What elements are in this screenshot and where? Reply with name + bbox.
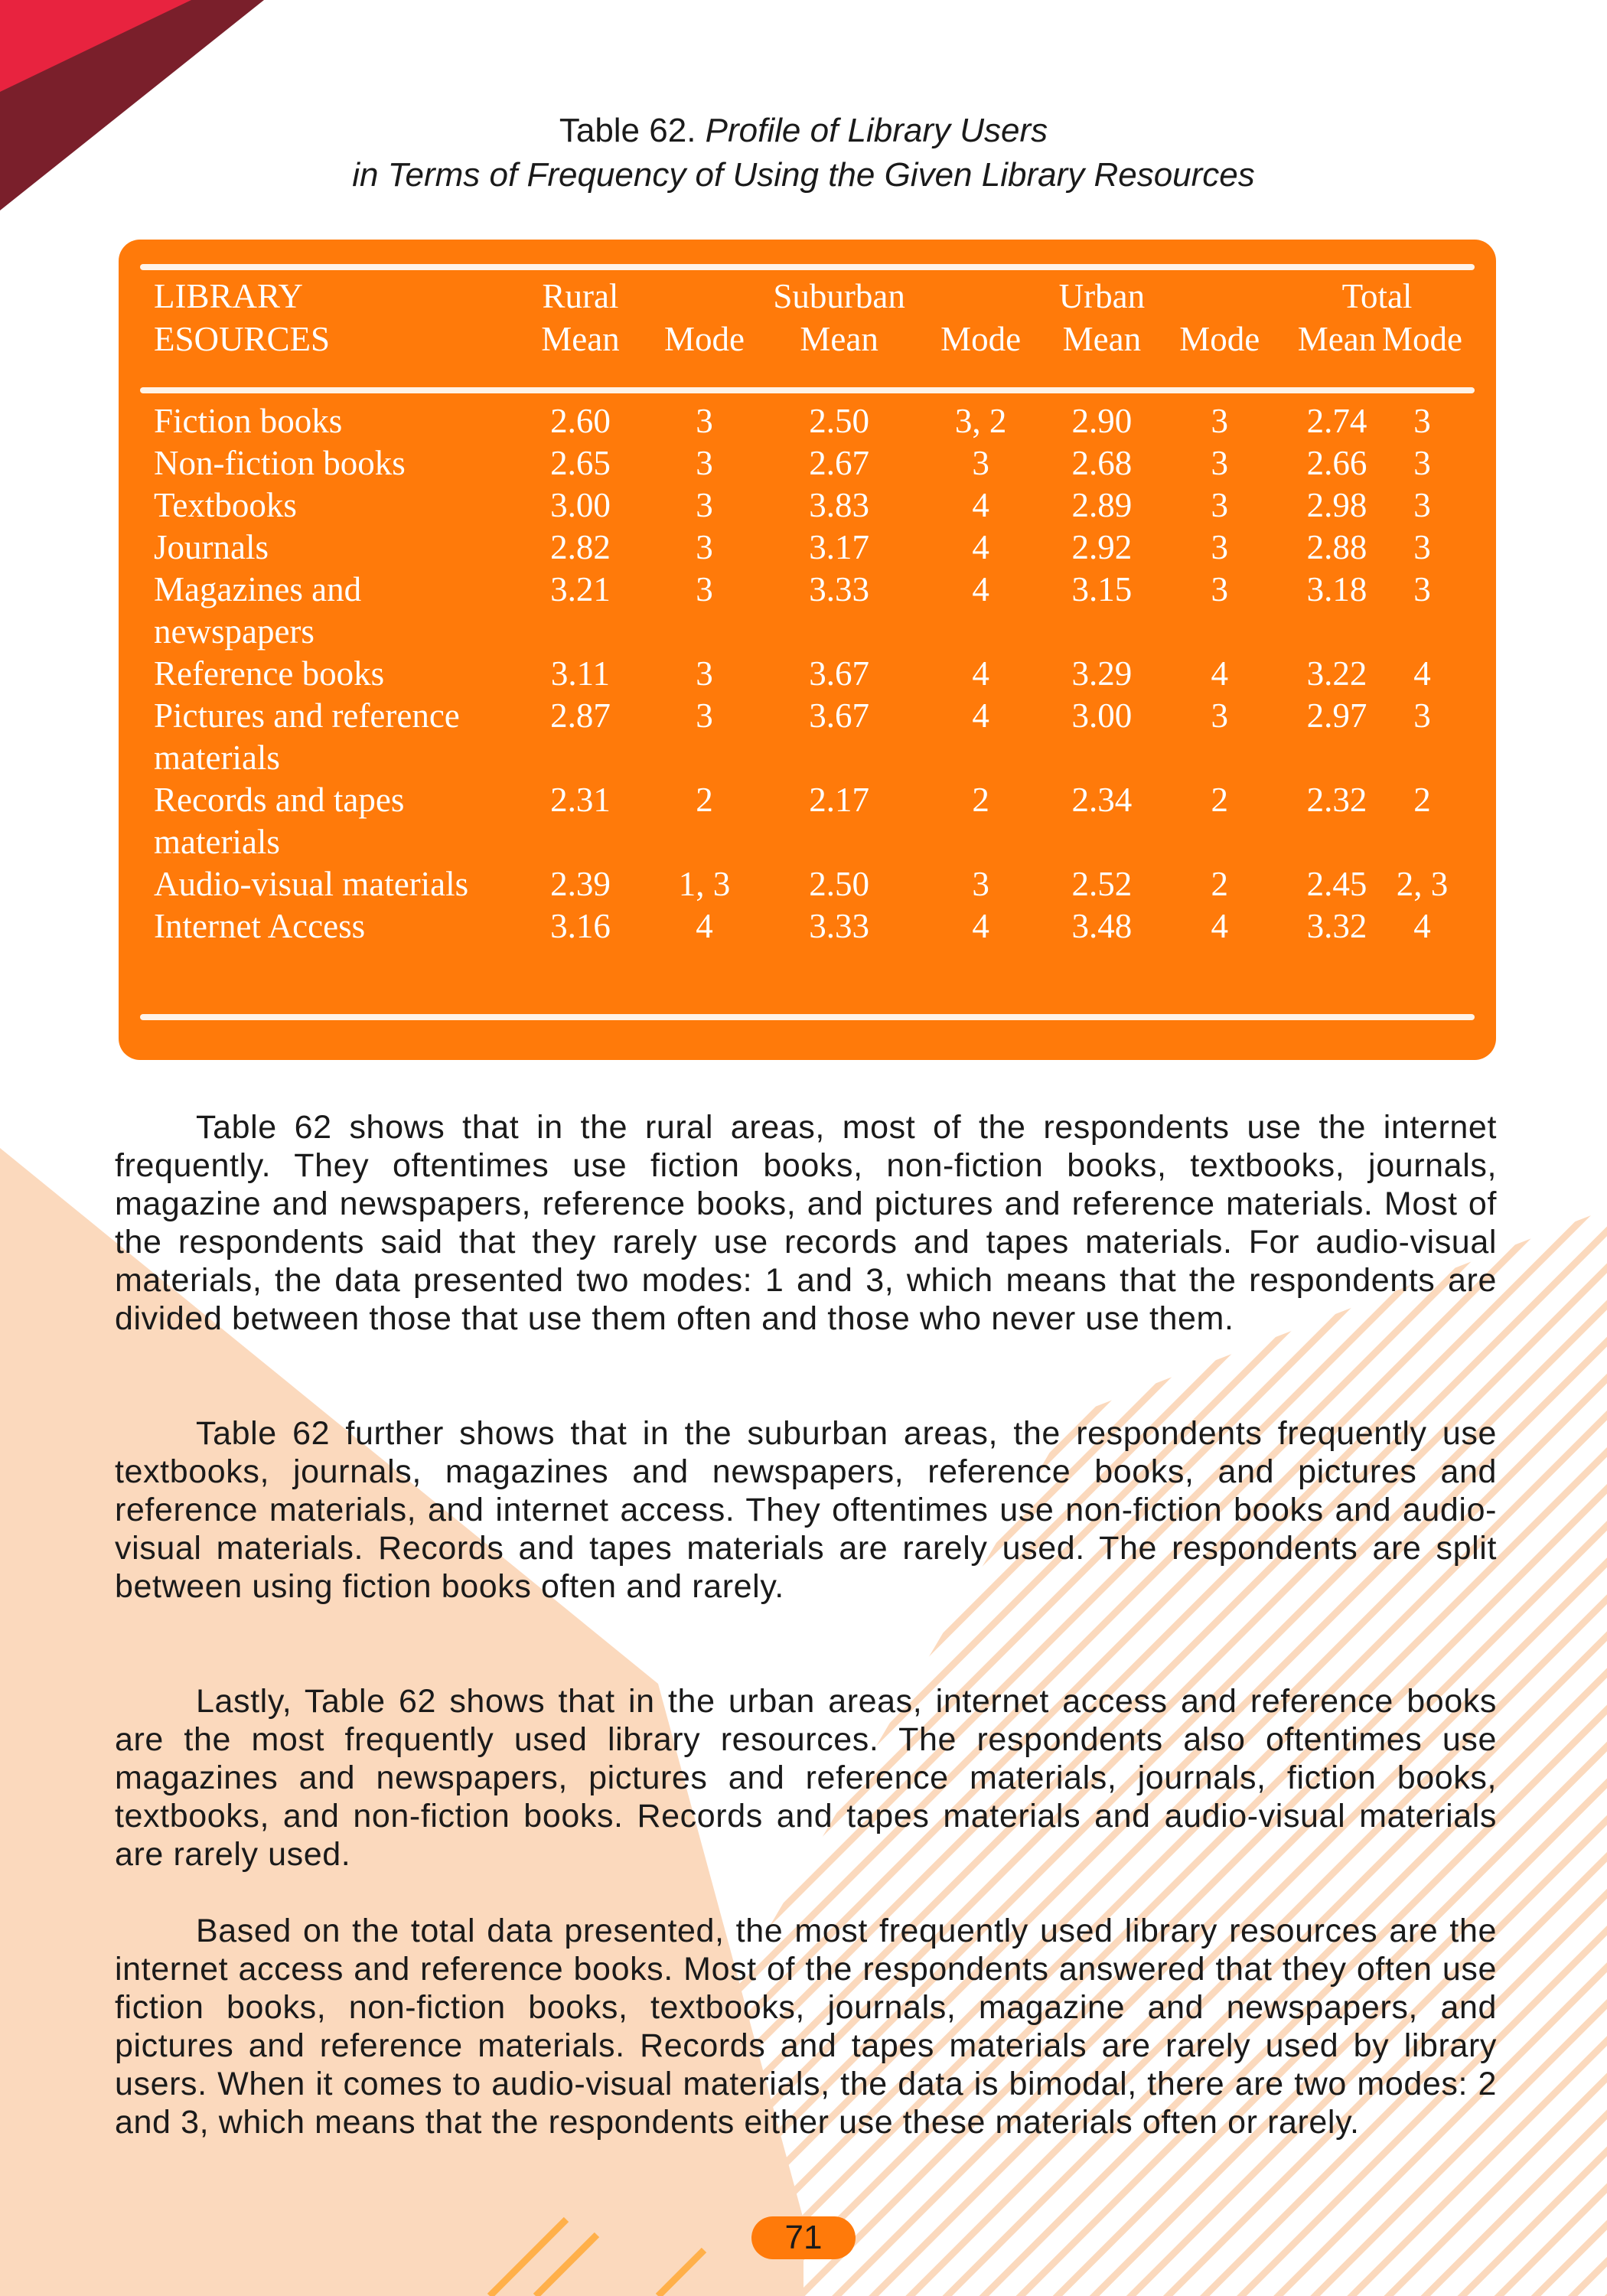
- table-row: [154, 484, 1462, 527]
- cell-rural-mean: 2.65: [550, 444, 611, 482]
- cell-suburban-mean: 2.50: [809, 865, 870, 903]
- cell-urban-mode: 3: [1211, 486, 1228, 524]
- cell-total-mean: 2.74: [1306, 402, 1367, 440]
- cell-resource: Audio-visual materials: [154, 865, 469, 903]
- cell-suburban-mode: 4: [972, 528, 989, 566]
- cell-urban-mean: 2.92: [1071, 528, 1133, 566]
- header-sub: Mean: [1062, 320, 1142, 358]
- cell-suburban-mode: 2: [972, 781, 989, 819]
- cell-urban-mode: 3: [1211, 696, 1228, 735]
- cell-total-mode: 4: [1413, 654, 1431, 693]
- header-row-sub: [154, 318, 1462, 400]
- cell-rural-mean: 2.60: [550, 402, 611, 440]
- cell-suburban-mean: 3.17: [809, 528, 870, 566]
- cell-total-mean: 2.98: [1306, 486, 1367, 524]
- table-row: [154, 400, 1462, 442]
- cell-suburban-mean: 3.67: [809, 696, 870, 735]
- table-top-rule: [140, 264, 1475, 270]
- cell-suburban-mode: 3, 2: [954, 402, 1007, 440]
- cell-rural-mode: 3: [696, 528, 713, 566]
- table-row: [154, 695, 1462, 779]
- caption-title-1: Profile of Library Users: [705, 112, 1048, 149]
- cell-resource: Reference books: [154, 654, 385, 693]
- cell-total-mean: 2.45: [1306, 865, 1367, 903]
- caption-title-2: in Terms of Frequency of Using the Given Library Resources: [352, 156, 1255, 194]
- cell-rural-mode: 2: [696, 781, 713, 819]
- header-sub: Mean: [800, 320, 878, 358]
- cell-suburban-mean: 3.83: [809, 486, 870, 524]
- header-sub: Mode: [664, 320, 745, 358]
- caption-label: Table 62.: [559, 112, 706, 149]
- cell-resource: Records and tapes materials: [154, 781, 405, 861]
- cell-rural-mode: 4: [696, 907, 713, 945]
- cell-suburban-mode: 4: [972, 696, 989, 735]
- cell-total-mode: 2: [1413, 781, 1431, 819]
- cell-rural-mean: 2.87: [550, 696, 611, 735]
- header-library: LIBRARY: [154, 277, 304, 315]
- cell-urban-mean: 3.29: [1071, 654, 1133, 693]
- cell-urban-mode: 2: [1211, 865, 1228, 903]
- cell-resource: Fiction books: [154, 402, 343, 440]
- cell-suburban-mode: 4: [972, 907, 989, 945]
- library-resources-table: [154, 275, 1462, 947]
- cell-suburban-mode: 4: [972, 570, 989, 608]
- cell-total-mode: 4: [1413, 907, 1431, 945]
- header-row-groups: [154, 275, 1462, 318]
- cell-total-mode: 3: [1413, 570, 1431, 608]
- cell-resource: Non-fiction books: [154, 444, 406, 482]
- cell-urban-mode: 4: [1211, 907, 1228, 945]
- cell-total-mean: 2.66: [1306, 444, 1367, 482]
- cell-total-mode: 3: [1413, 528, 1431, 566]
- header-sub: Mode: [1179, 320, 1260, 358]
- page-number: 71: [751, 2216, 856, 2259]
- paragraph-rural: Table 62 shows that in the rural areas, most of the respondents use the internet frequently. They oftentimes use fiction books, non-fiction books, textbooks, journals, magazine and newspapers, reference books, and pictures and reference materials. Most of the respondents said that they rarely use records and tapes materials. For audio-visual materials, the data presented two modes: 1 and 3, which means that the respondents are divided between those that use them often and those who never use them.: [115, 1109, 1497, 1337]
- cell-total-mean: 3.22: [1306, 654, 1367, 693]
- cell-rural-mode: 3: [696, 402, 713, 440]
- cell-total-mode: 3: [1413, 486, 1431, 524]
- cell-rural-mode: 3: [696, 570, 713, 608]
- cell-suburban-mode: 4: [972, 654, 989, 693]
- table-row: [154, 527, 1462, 569]
- cell-resource: Textbooks: [154, 486, 297, 524]
- cell-total-mean: 2.32: [1306, 781, 1367, 819]
- cell-suburban-mean: 3.33: [809, 907, 870, 945]
- table-row: [154, 569, 1462, 653]
- cell-resource: Internet Access: [154, 907, 366, 945]
- cell-suburban-mode: 3: [972, 444, 989, 482]
- header-total: Total: [1341, 277, 1413, 315]
- cell-total-mode: 3: [1413, 696, 1431, 735]
- cell-total-mean: 2.88: [1306, 528, 1367, 566]
- header-sub: Mean: [541, 320, 620, 358]
- cell-rural-mean: 3.21: [550, 570, 611, 608]
- table-bottom-rule: [140, 1014, 1475, 1020]
- table-row: [154, 442, 1462, 484]
- cell-suburban-mean: 3.33: [809, 570, 870, 608]
- header-sub: Mode: [1381, 320, 1462, 358]
- table-body: [154, 400, 1462, 947]
- header-urban: Urban: [1058, 277, 1146, 315]
- table-caption: [0, 109, 1607, 197]
- cell-urban-mode: 3: [1211, 528, 1228, 566]
- cell-urban-mean: 3.48: [1071, 907, 1133, 945]
- cell-urban-mean: 2.68: [1071, 444, 1133, 482]
- paragraph-suburban: Table 62 further shows that in the suburban areas, the respondents frequently use textbooks, journals, magazines and newspapers, reference books, and pictures and reference materials, and internet access. They oftentimes use non-fiction books and audio-visual materials. Records and tapes materials are rarely used. The respondents are split between using fiction books often and rarely.: [115, 1415, 1497, 1605]
- cell-rural-mode: 3: [696, 486, 713, 524]
- cell-total-mean: 2.97: [1306, 696, 1367, 735]
- caption-line-1: [0, 109, 1607, 153]
- table-row: [154, 863, 1462, 905]
- header-sub: Mean: [1297, 320, 1377, 358]
- cell-suburban-mode: 4: [972, 486, 989, 524]
- cell-rural-mean: 2.82: [550, 528, 611, 566]
- cell-rural-mode: 3: [696, 444, 713, 482]
- cell-suburban-mode: 3: [972, 865, 989, 903]
- cell-suburban-mean: 2.50: [809, 402, 870, 440]
- cell-resource: Pictures and reference materials: [154, 696, 460, 777]
- header-suburban: Suburban: [773, 277, 905, 315]
- cell-urban-mean: 2.90: [1071, 402, 1133, 440]
- header-rural: Rural: [542, 277, 619, 315]
- paragraph-total: Based on the total data presented, the most frequently used library resources are the internet access and reference books. Most of the respondents answered that they often use fiction books, non-fiction books, textbooks, journals, magazine and newspapers, and pictures and reference materials. Records and tapes materials are rarely used by library users. When it comes to audio-visual materials, the data is bimodal, there are two modes: 2 and 3, which means that the respondents either use these materials often or rarely.: [115, 1913, 1497, 2141]
- cell-suburban-mean: 3.67: [809, 654, 870, 693]
- cell-urban-mean: 2.89: [1071, 486, 1133, 524]
- cell-suburban-mean: 2.67: [809, 444, 870, 482]
- paragraph-urban: Lastly, Table 62 shows that in the urban areas, internet access and reference books are the most frequently used library resources. The respondents also oftentimes use magazines and newspapers, pictures and reference materials, journals, fiction books, textbooks, and non-fiction books. Records and tapes materials and audio-visual materials are rarely used.: [115, 1683, 1497, 1873]
- cell-rural-mean: 3.00: [550, 486, 611, 524]
- cell-urban-mode: 4: [1211, 654, 1228, 693]
- table-row: [154, 653, 1462, 695]
- cell-rural-mean: 3.11: [550, 654, 610, 693]
- cell-urban-mean: 3.15: [1071, 570, 1133, 608]
- cell-rural-mode: 3: [696, 696, 713, 735]
- cell-urban-mode: 2: [1211, 781, 1228, 819]
- cell-rural-mode: 1, 3: [678, 865, 731, 903]
- cell-total-mean: 3.18: [1306, 570, 1367, 608]
- cell-total-mean: 3.32: [1306, 907, 1367, 945]
- cell-total-mode: 3: [1413, 444, 1431, 482]
- cell-suburban-mean: 2.17: [809, 781, 870, 819]
- table-row: [154, 905, 1462, 947]
- cell-urban-mode: 3: [1211, 570, 1228, 608]
- cell-resource: Journals: [154, 528, 269, 566]
- cell-rural-mode: 3: [696, 654, 713, 693]
- cell-total-mode: 2, 3: [1396, 865, 1449, 903]
- cell-rural-mean: 2.39: [550, 865, 611, 903]
- cell-total-mode: 3: [1413, 402, 1431, 440]
- table-card: [119, 240, 1496, 1060]
- cell-rural-mean: 2.31: [550, 781, 611, 819]
- header-resources: ESOURCES: [154, 320, 331, 358]
- cell-resource: Magazines and newspapers: [154, 570, 362, 651]
- table-row: [154, 779, 1462, 863]
- cell-rural-mean: 3.16: [550, 907, 611, 945]
- cell-urban-mean: 2.52: [1071, 865, 1133, 903]
- cell-urban-mean: 3.00: [1071, 696, 1133, 735]
- header-sub: Mode: [940, 320, 1022, 358]
- cell-urban-mode: 3: [1211, 444, 1228, 482]
- cell-urban-mode: 3: [1211, 402, 1228, 440]
- cell-urban-mean: 2.34: [1071, 781, 1133, 819]
